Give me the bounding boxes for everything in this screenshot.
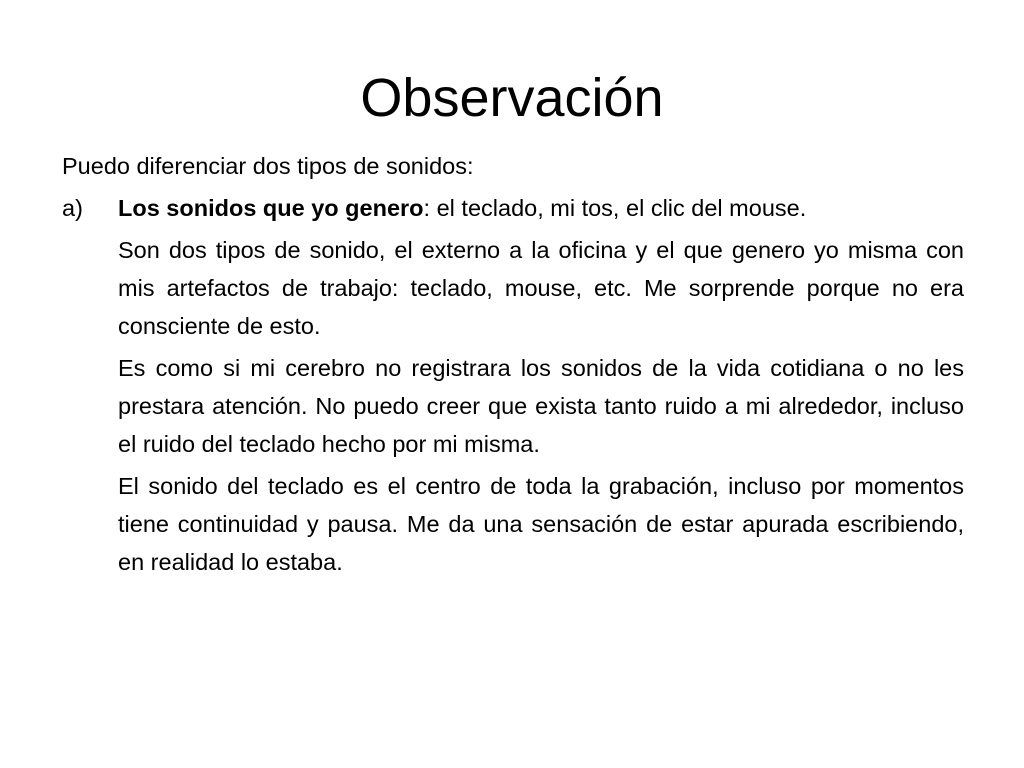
item-heading-bold: Los sonidos que yo genero xyxy=(118,195,424,221)
paragraph-2: Es como si mi cerebro no registrara los sonidos de la vida cotidiana o no les prestara atención. No puedo creer que exista tanto ruido a mi alrededor, incluso el ruido del teclado hecho por mi misma. xyxy=(118,355,964,457)
list-item-a xyxy=(62,189,964,581)
item-heading-rest: : el teclado, mi tos, el clic del mouse. xyxy=(423,195,807,221)
slide-body xyxy=(62,147,964,585)
item-heading xyxy=(118,189,964,227)
intro-text: Puedo diferenciar dos tipos de sonidos: xyxy=(62,153,474,179)
slide-title: Observación xyxy=(360,68,664,128)
paragraph-3: El sonido del teclado es el centro de toda la grabación, incluso por momentos tiene continuidad y pausa. Me da una sensación de estar apurada escribiendo, en realidad lo estaba. xyxy=(118,473,964,575)
list-marker: a) xyxy=(62,195,83,221)
paragraph-1: Son dos tipos de sonido, el externo a la oficina y el que genero yo misma con mis artefactos de trabajo: teclado, mouse, etc. Me sorprende porque no era consciente de esto. xyxy=(118,237,964,339)
